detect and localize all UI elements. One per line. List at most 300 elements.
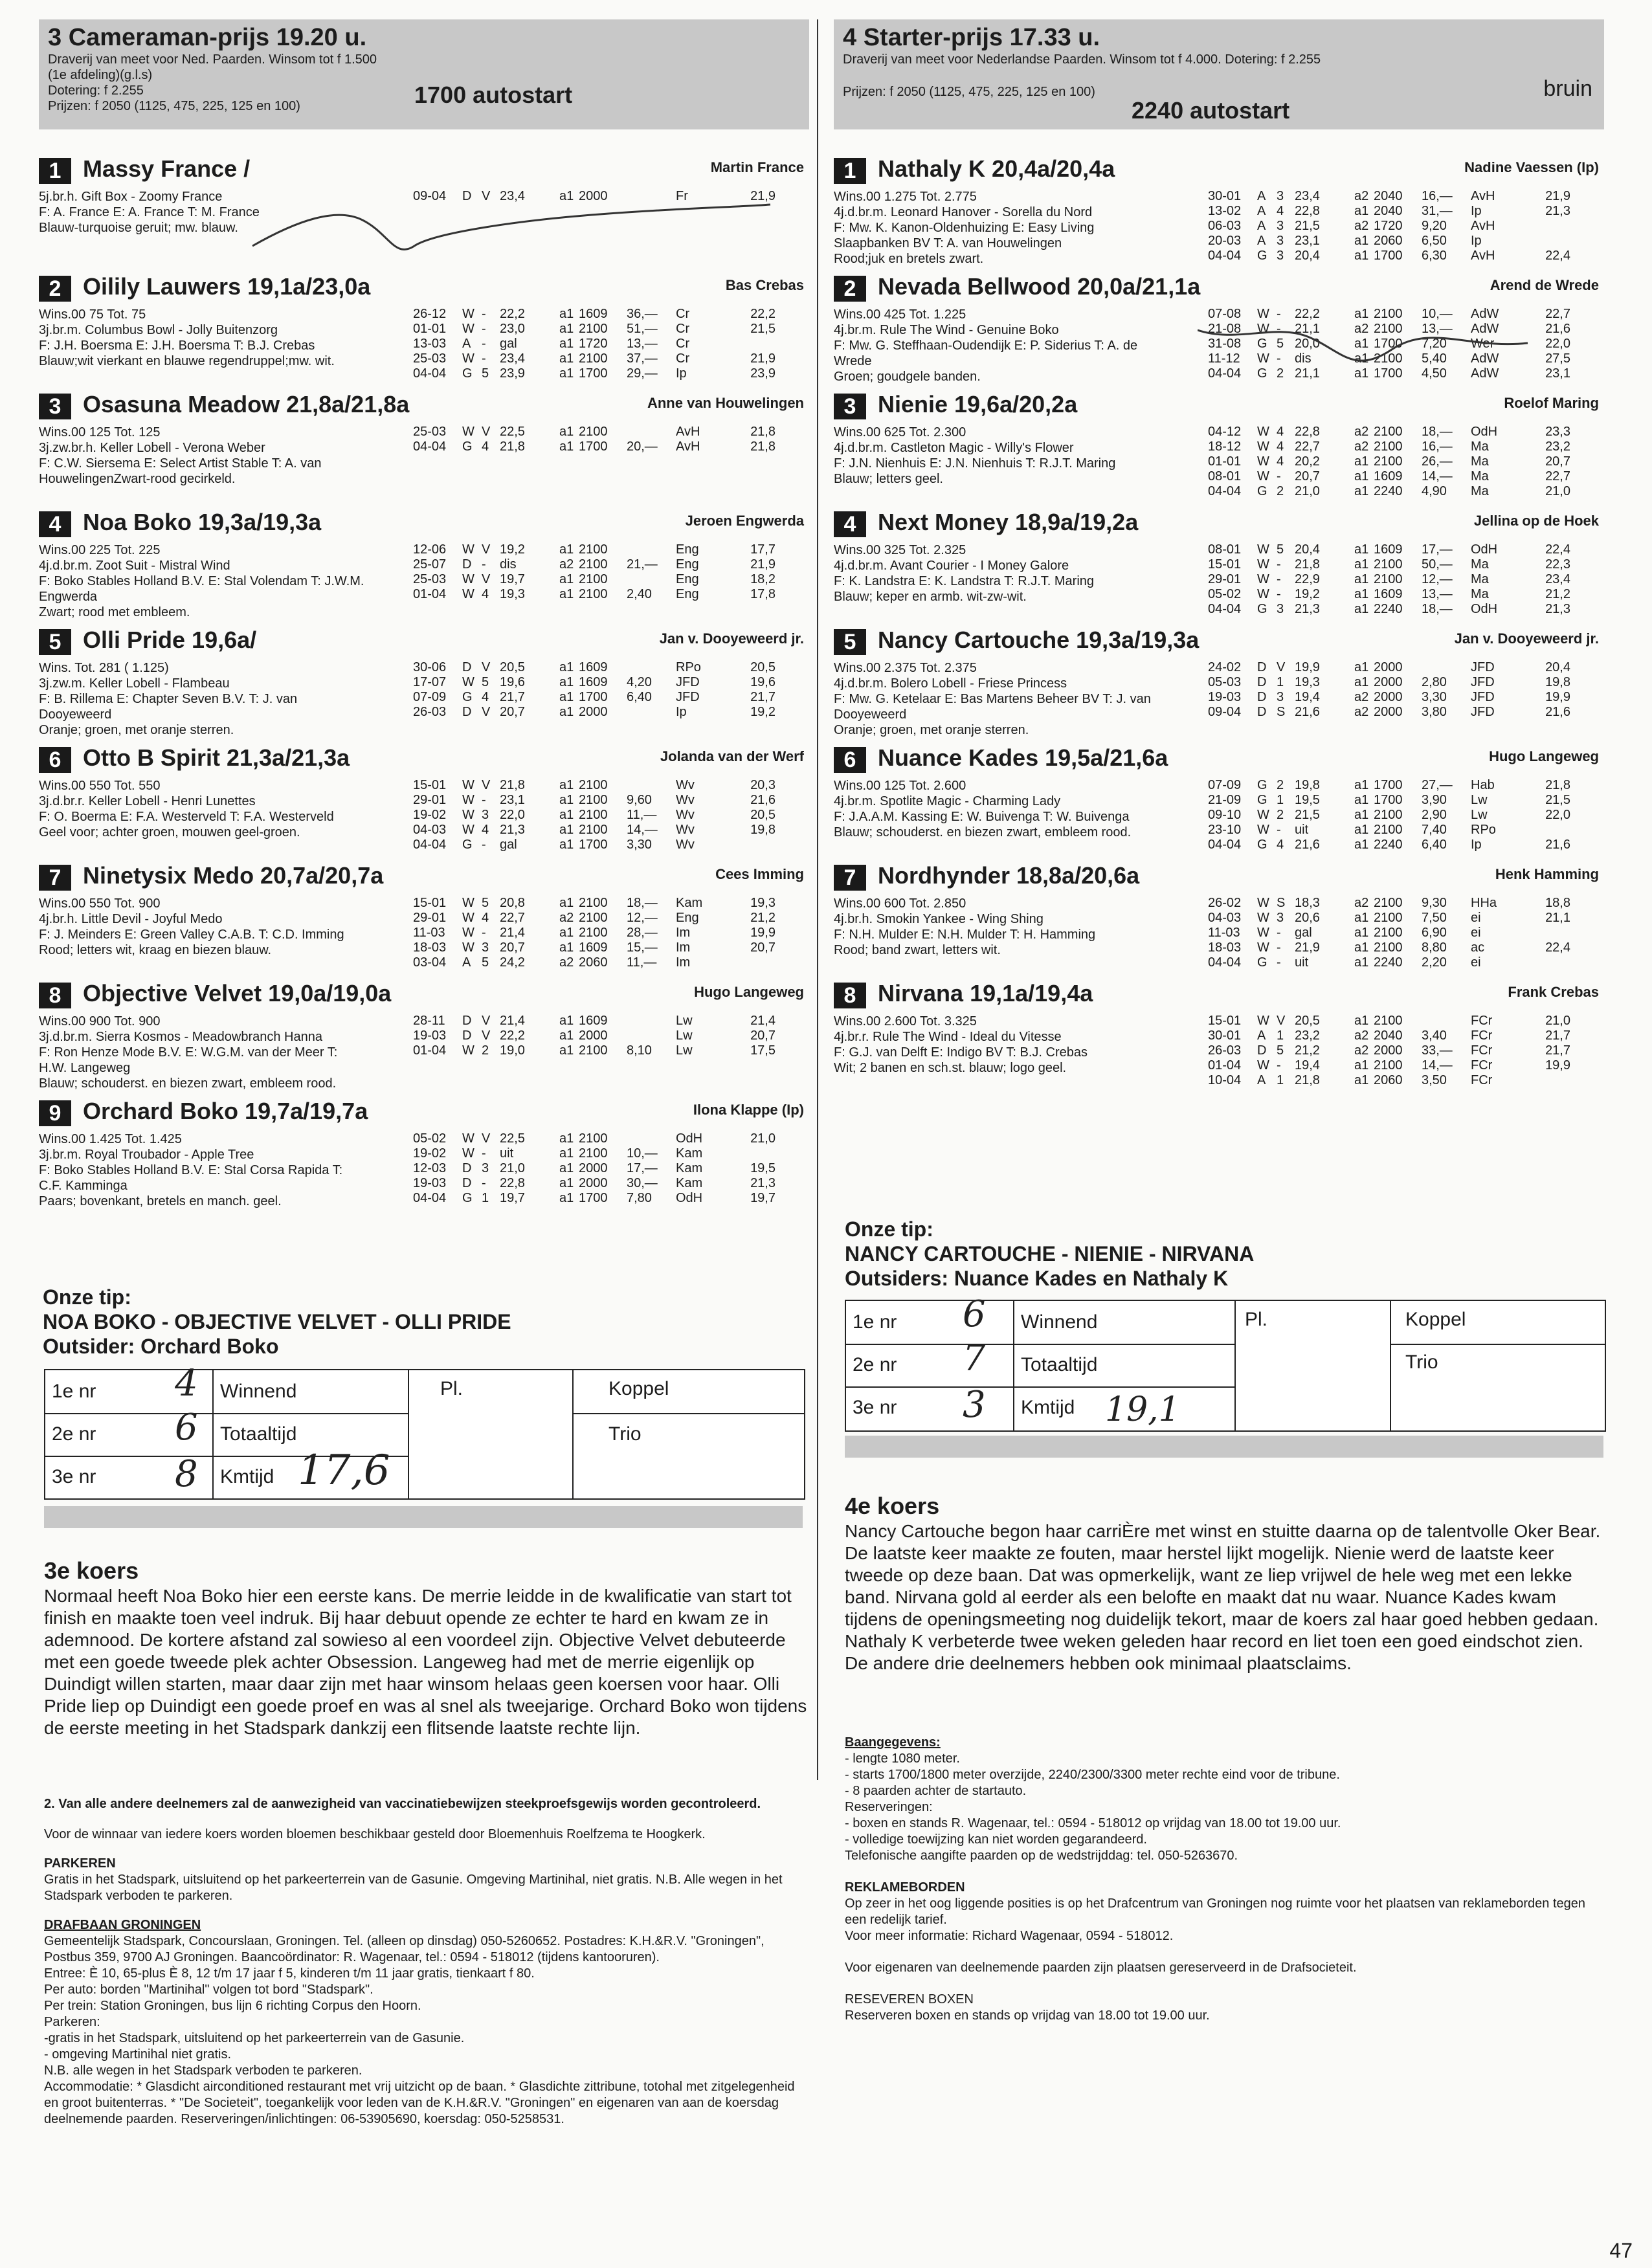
- race-cell: 20,7: [750, 940, 776, 955]
- race-cell: Eng: [676, 557, 699, 572]
- race-cell: 14,—: [1422, 469, 1453, 484]
- race-cell: 2000: [579, 1028, 608, 1043]
- race-row: [413, 587, 776, 602]
- race-cell: D: [462, 1014, 472, 1028]
- race-cell: 3,80: [1422, 705, 1447, 719]
- race-cell: a1: [1354, 660, 1369, 674]
- reklameborden-heading: REKLAMEBORDEN: [845, 1880, 965, 1895]
- race-cell: 4: [482, 690, 489, 704]
- race-cell: 3: [482, 1161, 489, 1175]
- race-cell: a1: [1354, 572, 1369, 586]
- race-cell: 2100: [579, 322, 608, 336]
- race-cell: Wer: [1471, 337, 1495, 351]
- race-cell: 19,5: [1295, 793, 1320, 807]
- race-cell: AdW: [1471, 351, 1499, 366]
- race3-title: 3 Cameraman-prijs 19.20 u.: [48, 24, 367, 51]
- race-cell: 21,5: [1295, 219, 1320, 233]
- race-row: [1208, 439, 1570, 454]
- race-cell: 1700: [579, 366, 608, 381]
- race-cell: [627, 1131, 676, 1146]
- horse-number: 1: [39, 158, 71, 184]
- race-cell: 18,3: [1295, 896, 1320, 910]
- horse-name: Nathaly K 20,4a/20,4a: [878, 155, 1115, 182]
- race-cell: A: [1257, 234, 1266, 248]
- race4-bet-form: [845, 1293, 1606, 1432]
- flowers-note: Voor de winnaar van iedere koers worden bloemen beschikbaar gesteld door Bloemenhuis Roelfzema te Hoogkerk.: [44, 1827, 706, 1841]
- race-cell: a1: [559, 351, 574, 366]
- race-cell: a2: [1354, 439, 1369, 454]
- race-cell: 15-01: [413, 896, 447, 910]
- race-cell: a1: [1354, 940, 1369, 955]
- race3-kmtijd: Kmtijd: [220, 1466, 274, 1487]
- race-cell: 18,8: [1545, 896, 1570, 910]
- race-row: [413, 439, 776, 454]
- horse-info: [834, 307, 1196, 384]
- race4-bottom-bar: [845, 1436, 1603, 1458]
- race-cell: D: [1257, 675, 1267, 689]
- race-cell: 04-04: [1208, 955, 1242, 970]
- race-cell: 2: [1277, 484, 1284, 498]
- race-cell: 20-03: [1208, 234, 1242, 248]
- baan-line: Telefonische aangifte paarden op de wedstrijddag: tel. 050-5263670.: [845, 1849, 1238, 1863]
- race-cell: -: [482, 557, 486, 572]
- race-cell: 3: [1277, 249, 1284, 263]
- race-cell: 04-04: [1208, 602, 1242, 616]
- horse-entry: [834, 154, 1604, 272]
- race-cell: W: [462, 793, 474, 807]
- race-cell: 22,7: [1545, 469, 1570, 484]
- race-cell: 07-08: [1208, 307, 1242, 321]
- horse-trainer: Jolanda van der Werf: [660, 748, 804, 764]
- race-cell: 09-04: [1208, 705, 1242, 719]
- race-cell: 4: [482, 911, 489, 925]
- race-row: [1208, 189, 1570, 204]
- race-cell: [627, 1028, 676, 1043]
- race-cell: 5: [482, 675, 489, 689]
- race-row: [1208, 778, 1570, 793]
- race-cell: 13-02: [1208, 204, 1242, 218]
- race-cell: 23,1: [500, 793, 525, 807]
- race-cell: 20,5: [1295, 1014, 1320, 1028]
- race-cell: -: [1277, 322, 1281, 336]
- race-cell: 21,3: [1545, 602, 1570, 616]
- race-cell: a1: [1354, 484, 1369, 498]
- race-cell: [1525, 823, 1570, 838]
- race-cell: 2100: [1374, 896, 1403, 910]
- race-cell: 21,8: [750, 425, 776, 439]
- race-cell: 3: [482, 940, 489, 955]
- race-cell: a1: [1354, 337, 1369, 351]
- race-cell: AdW: [1471, 366, 1499, 381]
- race-cell: W: [1257, 322, 1269, 336]
- race-cell: 20,3: [750, 778, 776, 792]
- race-cell: 21,1: [1295, 366, 1320, 381]
- race-row: [413, 675, 776, 690]
- race-cell: 21,6: [1545, 838, 1570, 852]
- horse-entry: [39, 390, 809, 507]
- race-cell: a1: [559, 307, 574, 321]
- race-cell: 30-01: [1208, 189, 1242, 203]
- race-cell: dis: [1295, 351, 1312, 366]
- race3-handwritten-2: 6: [175, 1406, 198, 1449]
- race-cell: 1700: [1374, 778, 1403, 792]
- race-cell: Kam: [676, 896, 703, 910]
- race-cell: W: [462, 542, 474, 557]
- race-cell: W: [1257, 542, 1269, 557]
- horse-info: [39, 542, 401, 620]
- race-cell: 17,7: [750, 542, 776, 557]
- race-cell: 2000: [1374, 705, 1403, 719]
- race-cell: 31-08: [1208, 337, 1242, 351]
- race3-koppel: Koppel: [608, 1378, 669, 1399]
- race-row: [413, 366, 776, 381]
- race-cell: Kam: [676, 1161, 703, 1175]
- horse-info-line: Blauw-turquoise geruit; mw. blauw.: [39, 221, 238, 235]
- race-cell: 23,4: [1295, 189, 1320, 203]
- race-cell: [627, 572, 676, 587]
- drafbaan-line: N.B. alle wegen in het Stadspark verboden te parkeren.: [44, 2063, 363, 2078]
- race-cell: a1: [1354, 823, 1369, 837]
- race-cell: V: [482, 705, 491, 719]
- race4-handwritten-kmtijd: 19,1: [1105, 1390, 1180, 1429]
- horse-race-history: [413, 1131, 776, 1206]
- race-cell: D: [462, 660, 472, 674]
- race-cell: 21,0: [750, 1131, 776, 1146]
- race-cell: 2000: [1374, 690, 1403, 704]
- race-cell: 21,9: [1295, 940, 1320, 955]
- race-row: [1208, 660, 1570, 675]
- race-cell: 19,3: [750, 896, 776, 910]
- race-cell: a1: [559, 1176, 574, 1190]
- race-row: [1208, 675, 1570, 690]
- race-cell: a1: [559, 1043, 574, 1058]
- race-cell: 28,—: [627, 926, 658, 940]
- race-cell: 11-03: [1208, 926, 1240, 940]
- race-cell: 2240: [1374, 838, 1403, 852]
- horse-info-line: Rood;juk en bretels zwart.: [834, 252, 984, 266]
- race-cell: 21,7: [1545, 1043, 1570, 1058]
- horse-number: 4: [834, 511, 866, 537]
- race-row: [1208, 587, 1570, 602]
- race-cell: D: [1257, 690, 1267, 704]
- strike-scribble-race3-horse1: [246, 194, 777, 265]
- race-cell: 2000: [579, 705, 608, 719]
- race-row: [413, 1161, 776, 1176]
- race3-row-1: 1e nr: [52, 1381, 96, 1402]
- race-cell: [730, 1146, 776, 1161]
- race-cell: 21,6: [1545, 705, 1570, 719]
- race-cell: 21-09: [1208, 793, 1242, 807]
- race-row: [413, 823, 776, 838]
- horse-trainer: Jeroen Engwerda: [685, 513, 804, 529]
- horse-trainer: Bas Crebas: [725, 277, 804, 293]
- race-row: [1208, 557, 1570, 572]
- race-cell: 19,6: [500, 675, 525, 689]
- race-cell: S: [1277, 896, 1286, 910]
- race-cell: W: [1257, 823, 1269, 837]
- race-cell: 13-03: [413, 337, 447, 351]
- horse-race-history: [413, 542, 776, 602]
- race-cell: W: [462, 940, 474, 955]
- race-cell: -: [1277, 955, 1281, 970]
- race-cell: a1: [1354, 955, 1369, 970]
- race-cell: W: [1257, 307, 1269, 321]
- race-cell: 19,8: [750, 823, 776, 837]
- race-cell: a1: [1354, 675, 1369, 689]
- race4-distance: 2240 autostart: [1132, 97, 1290, 124]
- race-cell: 19-03: [1208, 690, 1242, 704]
- race-cell: 23,2: [1545, 439, 1570, 454]
- race-cell: D: [462, 705, 472, 719]
- race-cell: a1: [1354, 469, 1369, 484]
- koers4-title: 4e koers: [845, 1493, 940, 1519]
- race-cell: V: [482, 660, 491, 674]
- race-cell: a1: [1354, 307, 1369, 321]
- race-cell: JFD: [1471, 705, 1495, 719]
- horse-info-line: Wins.00 225 Tot. 225: [39, 543, 161, 557]
- race-cell: 21,8: [750, 439, 776, 454]
- horse-info: [39, 307, 401, 369]
- horse-number: 7: [834, 865, 866, 891]
- race-cell: V: [1277, 1014, 1286, 1028]
- race-cell: 21,9: [1545, 189, 1570, 203]
- race-cell: 04-04: [1208, 838, 1242, 852]
- race-cell: a1: [559, 366, 574, 381]
- race-row: [413, 690, 776, 705]
- race-cell: 2100: [579, 896, 608, 910]
- race-cell: Lw: [1471, 808, 1488, 822]
- race-cell: FCr: [1471, 1058, 1493, 1073]
- race-cell: G: [1257, 366, 1267, 381]
- race-cell: Kam: [676, 1146, 703, 1161]
- race-row: [1208, 793, 1570, 808]
- race-cell: 2100: [1374, 1058, 1403, 1073]
- horse-number: 3: [834, 394, 866, 419]
- race-cell: 22,8: [500, 1176, 525, 1190]
- race-cell: -: [1277, 926, 1281, 940]
- race-cell: 21,3: [1545, 204, 1570, 218]
- race-cell: 18-12: [1208, 439, 1242, 454]
- race-cell: 2100: [1374, 439, 1403, 454]
- race-cell: 26,—: [1422, 454, 1453, 469]
- horse-info-line: 4j.br.h. Little Devil - Joyful Medo: [39, 912, 223, 926]
- race-cell: 22,4: [1545, 249, 1570, 263]
- race-cell: 21,5: [750, 322, 776, 336]
- eigenaren-note: Voor eigenaren van deelnemende paarden zijn plaatsen gereserveerd in de Drafsocieteit.: [845, 1961, 1357, 1975]
- race-cell: 29-01: [1208, 572, 1242, 586]
- race-cell: 17,5: [750, 1043, 776, 1058]
- race3-distance: 1700 autostart: [414, 82, 573, 108]
- race-cell: a1: [559, 896, 574, 910]
- race-cell: 22,0: [1545, 808, 1570, 822]
- strike-scribble-race4-horse2: [1198, 304, 1534, 382]
- race-cell: Ma: [1471, 572, 1489, 586]
- horse-number: 5: [39, 629, 71, 655]
- race-cell: A: [1257, 1073, 1266, 1087]
- race-cell: 08-01: [1208, 542, 1242, 557]
- race-row: [413, 1146, 776, 1161]
- race-cell: 25-03: [413, 351, 447, 366]
- race-cell: 23,1: [1295, 234, 1320, 248]
- race-cell: 29-01: [413, 793, 447, 807]
- race-cell: 21,—: [627, 557, 658, 572]
- race-cell: G: [1257, 249, 1267, 263]
- horse-info: [39, 660, 401, 738]
- race-row: [1208, 425, 1570, 439]
- horse-info-line: Geel voor; achter groen, mouwen geel-groen.: [39, 825, 300, 839]
- race-cell: -: [1277, 557, 1281, 572]
- race-cell: W: [462, 778, 474, 792]
- drafbaan-lines: [44, 1933, 808, 2128]
- race-cell: W: [1257, 940, 1269, 955]
- race-cell: a1: [1354, 778, 1369, 792]
- baan-line: Reserveringen:: [845, 1800, 933, 1814]
- race-cell: 9,30: [1422, 896, 1447, 910]
- race-cell: 4,20: [627, 675, 652, 689]
- horse-info-line: Blauw; keper en armb. wit-zw-wit.: [834, 590, 1027, 604]
- race-cell: 5: [482, 366, 489, 381]
- race-cell: JFD: [676, 675, 700, 689]
- race-row: [413, 572, 776, 587]
- race-cell: Cr: [676, 351, 690, 366]
- horse-info-line: F: K. Landstra E: K. Landstra T: R.J.T. Maring: [834, 574, 1095, 588]
- reserveren-heading: RESEVEREN BOXEN: [845, 1992, 974, 2007]
- race-cell: 21,8: [1545, 778, 1570, 792]
- race-cell: 7,80: [627, 1191, 652, 1205]
- race-cell: 3,50: [1422, 1073, 1447, 1087]
- horse-info-line: Blauw; schouderst. en biezen zwart, embleem rood.: [834, 825, 1132, 839]
- race4-column: [834, 19, 1604, 1096]
- race-cell: 12-03: [413, 1161, 447, 1175]
- horse-name: Nirvana 19,1a/19,4a: [878, 980, 1093, 1006]
- race-cell: AvH: [676, 439, 700, 454]
- horse-name: Noa Boko 19,3a/19,3a: [83, 509, 322, 535]
- race-cell: uit: [1295, 823, 1309, 837]
- horse-info-line: Dooyeweerd: [834, 707, 907, 722]
- race-cell: Lw: [676, 1028, 693, 1043]
- race-cell: a1: [1354, 351, 1369, 366]
- race-cell: Im: [676, 940, 691, 955]
- race-cell: Ip: [676, 705, 687, 719]
- horse-info-line: HouwelingenZwart-rood gecirkeld.: [39, 472, 236, 486]
- race-cell: W: [1257, 926, 1269, 940]
- race-cell: Ip: [1471, 838, 1482, 852]
- horse-name: Osasuna Meadow 21,8a/21,8a: [83, 391, 410, 417]
- race-cell: a1: [559, 587, 574, 601]
- race-cell: 14,—: [1422, 1058, 1453, 1073]
- race-cell: a1: [1354, 249, 1369, 263]
- horse-number: 5: [834, 629, 866, 655]
- race-cell: 04-04: [413, 366, 447, 381]
- horse-info-line: 5j.br.h. Gift Box - Zoomy France: [39, 190, 223, 204]
- race-cell: 22,2: [500, 307, 525, 321]
- race-cell: [1525, 234, 1570, 249]
- horse-info-line: F: J.N. Nienhuis E: J.N. Nienhuis T: R.J.T. Maring: [834, 456, 1116, 471]
- race-cell: 25-03: [413, 425, 447, 439]
- race-cell: JFD: [1471, 675, 1495, 689]
- horse-number: 9: [39, 1100, 71, 1126]
- race-cell: 23,4: [500, 351, 525, 366]
- race-cell: a1: [1354, 204, 1369, 218]
- race4-totaaltijd: Totaaltijd: [1021, 1354, 1098, 1375]
- race4-row-3: 3e nr: [853, 1397, 897, 1418]
- race-cell: a1: [1354, 602, 1369, 616]
- race-cell: 17,—: [1422, 542, 1453, 557]
- race-row: [1208, 690, 1570, 705]
- koers4-text: Nancy Cartouche begon haar carriÈre met winst en stuitte daarna op de talentvolle Oker Bear. De laatste keer maakte ze fouten, maar herstel lijkt mogelijk. Nienie werd de laatste keer tweede op deze baan. Dat was opmerkelijk, want ze liep vrijwel de hele weg met een lekke band. Nirvana gold al eerder als een belofte en maakt dat nu waar. Nuance Kades kwam tijdens de openingsmeeting nog duidelijk tekort, maar de koers zal haar goed hebben gedaan. Nathaly K verbeterde twee weken geleden haar record en liet toen een goed eindschot zien. De andere drie deelnemers hebben ook minimaal plaatsclaims.: [845, 1521, 1601, 1673]
- horse-number: 1: [834, 158, 866, 184]
- race-cell: -: [1277, 572, 1281, 586]
- horse-info: [39, 778, 401, 840]
- race-cell: -: [482, 337, 486, 351]
- race-cell: OdH: [676, 1191, 703, 1205]
- race-cell: 20,7: [1295, 469, 1320, 484]
- race-cell: 6,90: [1422, 926, 1447, 940]
- race-cell: 19,7: [500, 1191, 525, 1205]
- race-cell: 1609: [579, 675, 608, 689]
- race-cell: 21,7: [750, 690, 776, 704]
- race-cell: 19,9: [1545, 1058, 1570, 1073]
- race-cell: [627, 778, 676, 793]
- race-cell: Hab: [1471, 778, 1495, 792]
- race-cell: 2100: [1374, 425, 1403, 439]
- race-cell: W: [1257, 587, 1269, 601]
- race-cell: a2: [1354, 425, 1369, 439]
- race-cell: 19-03: [413, 1028, 447, 1043]
- race-cell: V: [482, 425, 491, 439]
- race-cell: AvH: [1471, 189, 1495, 203]
- race-cell: 23,9: [500, 366, 525, 381]
- horse-info-line: F: Mw. K. Kanon-Oldenhuizing E: Easy Living: [834, 221, 1095, 235]
- race-cell: 2240: [1374, 955, 1403, 970]
- race-cell: 2100: [1374, 1014, 1403, 1028]
- drafbaan-line: Entree: È 10, 65-plus È 8, 12 t/m 17 jaar f 5, kinderen t/m 11 jaar gratis, tienkaart f 80.: [44, 1966, 535, 1981]
- koers3-title: 3e koers: [44, 1557, 139, 1584]
- koers3-section: [44, 1557, 808, 1739]
- horse-info-line: Wins.00 550 Tot. 550: [39, 779, 161, 793]
- race-cell: 21,3: [1295, 602, 1320, 616]
- race-cell: a1: [559, 793, 574, 807]
- horse-info-line: Paars; bovenkant, bretels en manch. geel.: [39, 1194, 282, 1208]
- race-cell: uit: [500, 1146, 514, 1161]
- horse-trainer: Cees Imming: [715, 866, 804, 882]
- race-cell: 26-03: [1208, 1043, 1242, 1058]
- horse-info-line: F: Ron Henze Mode B.V. E: W.G.M. van der Meer T:: [39, 1045, 338, 1060]
- race-cell: 4: [482, 587, 489, 601]
- race-cell: 19,7: [750, 1191, 776, 1205]
- horse-info-line: H.W. Langeweg: [39, 1061, 131, 1075]
- parking-text: Gratis in het Stadspark, uitsluitend op het parkeerterrein van de Gasunie. Omgeving Martinihal, niet gratis. N.B. Alle wegen in het Stadspark verboden te parkeren.: [44, 1873, 783, 1903]
- race-cell: 2100: [579, 572, 608, 586]
- race-cell: 4: [1277, 204, 1284, 218]
- horse-race-history: [1208, 189, 1570, 263]
- race-cell: 14,—: [627, 823, 658, 837]
- race-cell: a1: [559, 823, 574, 837]
- horse-info-line: Wins.00 625 Tot. 2.300: [834, 425, 966, 439]
- race-cell: 01-01: [413, 322, 447, 336]
- race-cell: a1: [559, 778, 574, 792]
- race-cell: 21,2: [1545, 587, 1570, 601]
- race-row: [1208, 823, 1570, 838]
- race4-tip-label: Onze tip:: [845, 1217, 933, 1241]
- race-cell: 23,0: [500, 322, 525, 336]
- race-cell: Eng: [676, 542, 699, 557]
- race-cell: a1: [559, 690, 574, 704]
- race-cell: 2040: [1374, 189, 1403, 203]
- race-cell: W: [462, 587, 474, 601]
- race-cell: [1525, 1073, 1570, 1088]
- race-cell: 2100: [579, 778, 608, 792]
